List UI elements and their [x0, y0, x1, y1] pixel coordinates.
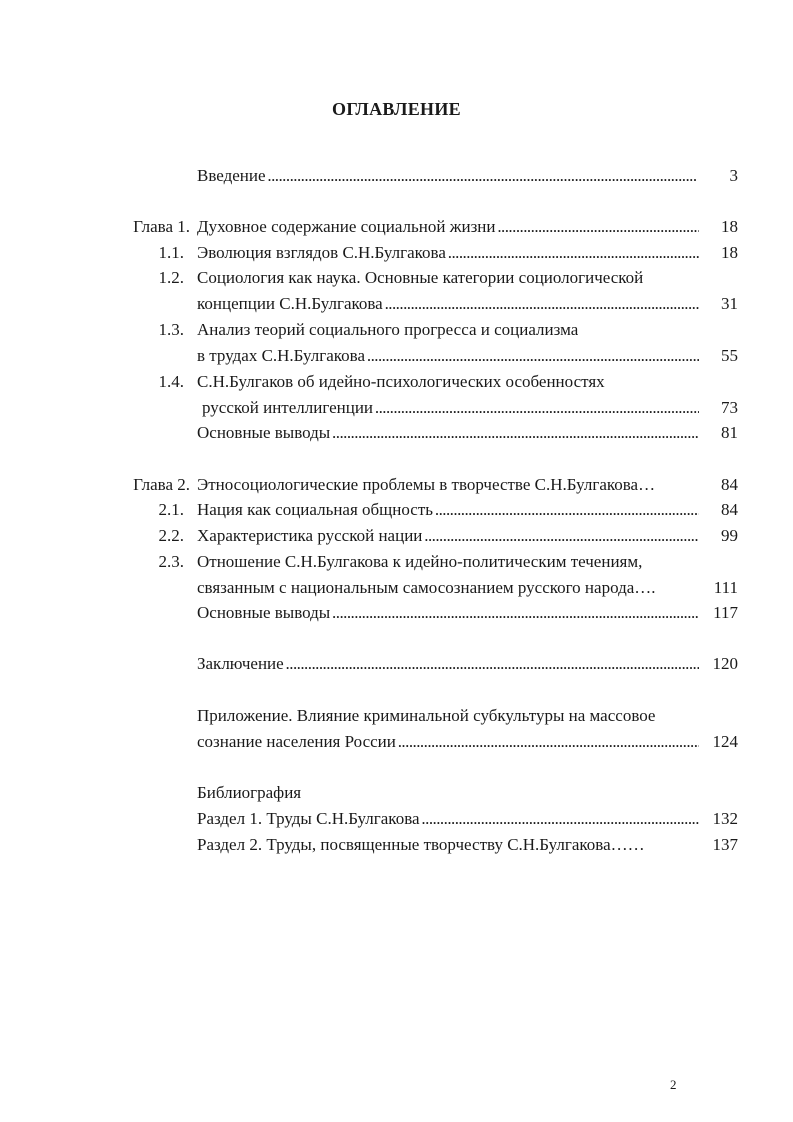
toc-entry-bibliography [0, 781, 793, 805]
toc-entry-page: 73 [721, 398, 738, 417]
toc-entry-title: Приложение. Влияние криминальной субкультуры на массовое [197, 706, 656, 725]
toc-entry-label: Глава 2. [133, 475, 190, 494]
toc-entry-section-2-3-cont [0, 576, 793, 600]
toc-entry-title: Библиография [197, 783, 302, 802]
toc-entry-title-continuation: связанным с национальным самосознанием русского народа…. [197, 578, 656, 597]
toc-entry-title-continuation: русской интеллигенции . . . [202, 396, 699, 420]
toc-entry-section-1-1 [0, 241, 793, 265]
toc-entry-conclusions-1 [0, 421, 793, 445]
toc-entry-page: 111 [713, 578, 738, 597]
toc-entry-page: 84 [721, 500, 738, 519]
toc-entry-title: Основные выводы . . . [197, 601, 699, 625]
toc-entry-bibliography-part-1 [0, 807, 793, 831]
toc-entry-title-continuation: в трудах С.Н.Булгакова . . . [197, 344, 699, 368]
toc-entry-page: 31 [721, 294, 738, 313]
toc-entry-conclusions-2 [0, 601, 793, 625]
toc-entry-chapter-1 [0, 215, 793, 239]
toc-entry-title: Отношение С.Н.Булгакова к идейно-политическим течениям, [197, 552, 643, 571]
toc-entry-section-2-3 [0, 550, 793, 574]
toc-entry-section-1-4 [0, 370, 793, 394]
toc-entry-section-1-2 [0, 266, 793, 290]
toc-entry-appendix [0, 704, 793, 728]
page-number: 2 [670, 1077, 677, 1092]
toc-entry-section-1-3 [0, 318, 793, 342]
toc-entry-title: Этносоциологические проблемы в творчестве С.Н.Булгакова… [197, 475, 656, 494]
toc-entry-bibliography-part-2 [0, 833, 793, 857]
toc-entry-title: Социология как наука. Основные категории социологической [197, 268, 644, 287]
toc-entry-page: 18 [721, 217, 738, 236]
toc-entry-introduction [0, 164, 793, 188]
toc-entry-section-1-3-cont [0, 344, 793, 368]
toc-entry-title: Основные выводы . . . [197, 421, 699, 445]
toc-entry-page: 55 [721, 346, 738, 365]
toc-entry-title: Нация как социальная общность . . . [197, 498, 699, 522]
toc-entry-label: 1.4. [158, 372, 184, 391]
toc-entry-title: Раздел 1. Труды С.Н.Булгакова . . . [197, 807, 699, 831]
toc-entry-page: 3 [729, 166, 738, 185]
toc-entry-page: 132 [712, 809, 738, 828]
toc-entry-section-2-2 [0, 524, 793, 548]
toc-entry-label: 2.2. [158, 526, 184, 545]
toc-entry-label: 1.2. [158, 268, 184, 287]
toc-entry-appendix-cont [0, 730, 793, 754]
toc-entry-title: Эволюция взглядов С.Н.Булгакова . . . [197, 241, 699, 265]
toc-entry-page: 84 [721, 475, 738, 494]
toc-entry-label: 2.3. [158, 552, 184, 571]
toc-entry-page: 120 [712, 654, 738, 673]
toc-entry-section-1-2-cont [0, 292, 793, 316]
toc-entry-page: 137 [712, 835, 738, 854]
toc-entry-title: Характеристика русской нации . . . [197, 524, 699, 548]
toc-entry-title: Введение . . . [197, 164, 699, 188]
toc-entry-title: С.Н.Булгаков об идейно-психологических особенностях [197, 372, 605, 391]
toc-entry-page: 81 [721, 423, 738, 442]
toc-entry-page: 124 [712, 732, 738, 751]
toc-entry-page: 117 [713, 603, 738, 622]
toc-entry-title: Раздел 2. Труды, посвященные творчеству С.Н.Булгакова…… [197, 835, 645, 854]
toc-entry-title: Духовное содержание социальной жизни . . . [197, 215, 699, 239]
toc-entry-conclusion [0, 652, 793, 676]
toc-entry-label: 1.1. [158, 243, 184, 262]
toc-entry-label: 2.1. [158, 500, 184, 519]
toc-entry-section-2-1 [0, 498, 793, 522]
toc-entry-title-continuation: концепции С.Н.Булгакова . . . [197, 292, 699, 316]
toc-entry-title-continuation: сознание населения России . . . [197, 730, 699, 754]
page-title: ОГЛАВЛЕНИЕ [332, 99, 461, 119]
toc-entry-label: 1.3. [158, 320, 184, 339]
toc-entry-title: Заключение . . . [197, 652, 699, 676]
toc-entry-label: Глава 1. [133, 217, 190, 236]
toc-entry-page: 99 [721, 526, 738, 545]
toc-entry-section-1-4-cont [0, 396, 793, 420]
toc-entry-title: Анализ теорий социального прогресса и социализма [197, 320, 579, 339]
toc-entry-chapter-2 [0, 473, 793, 497]
toc-entry-page: 18 [721, 243, 738, 262]
